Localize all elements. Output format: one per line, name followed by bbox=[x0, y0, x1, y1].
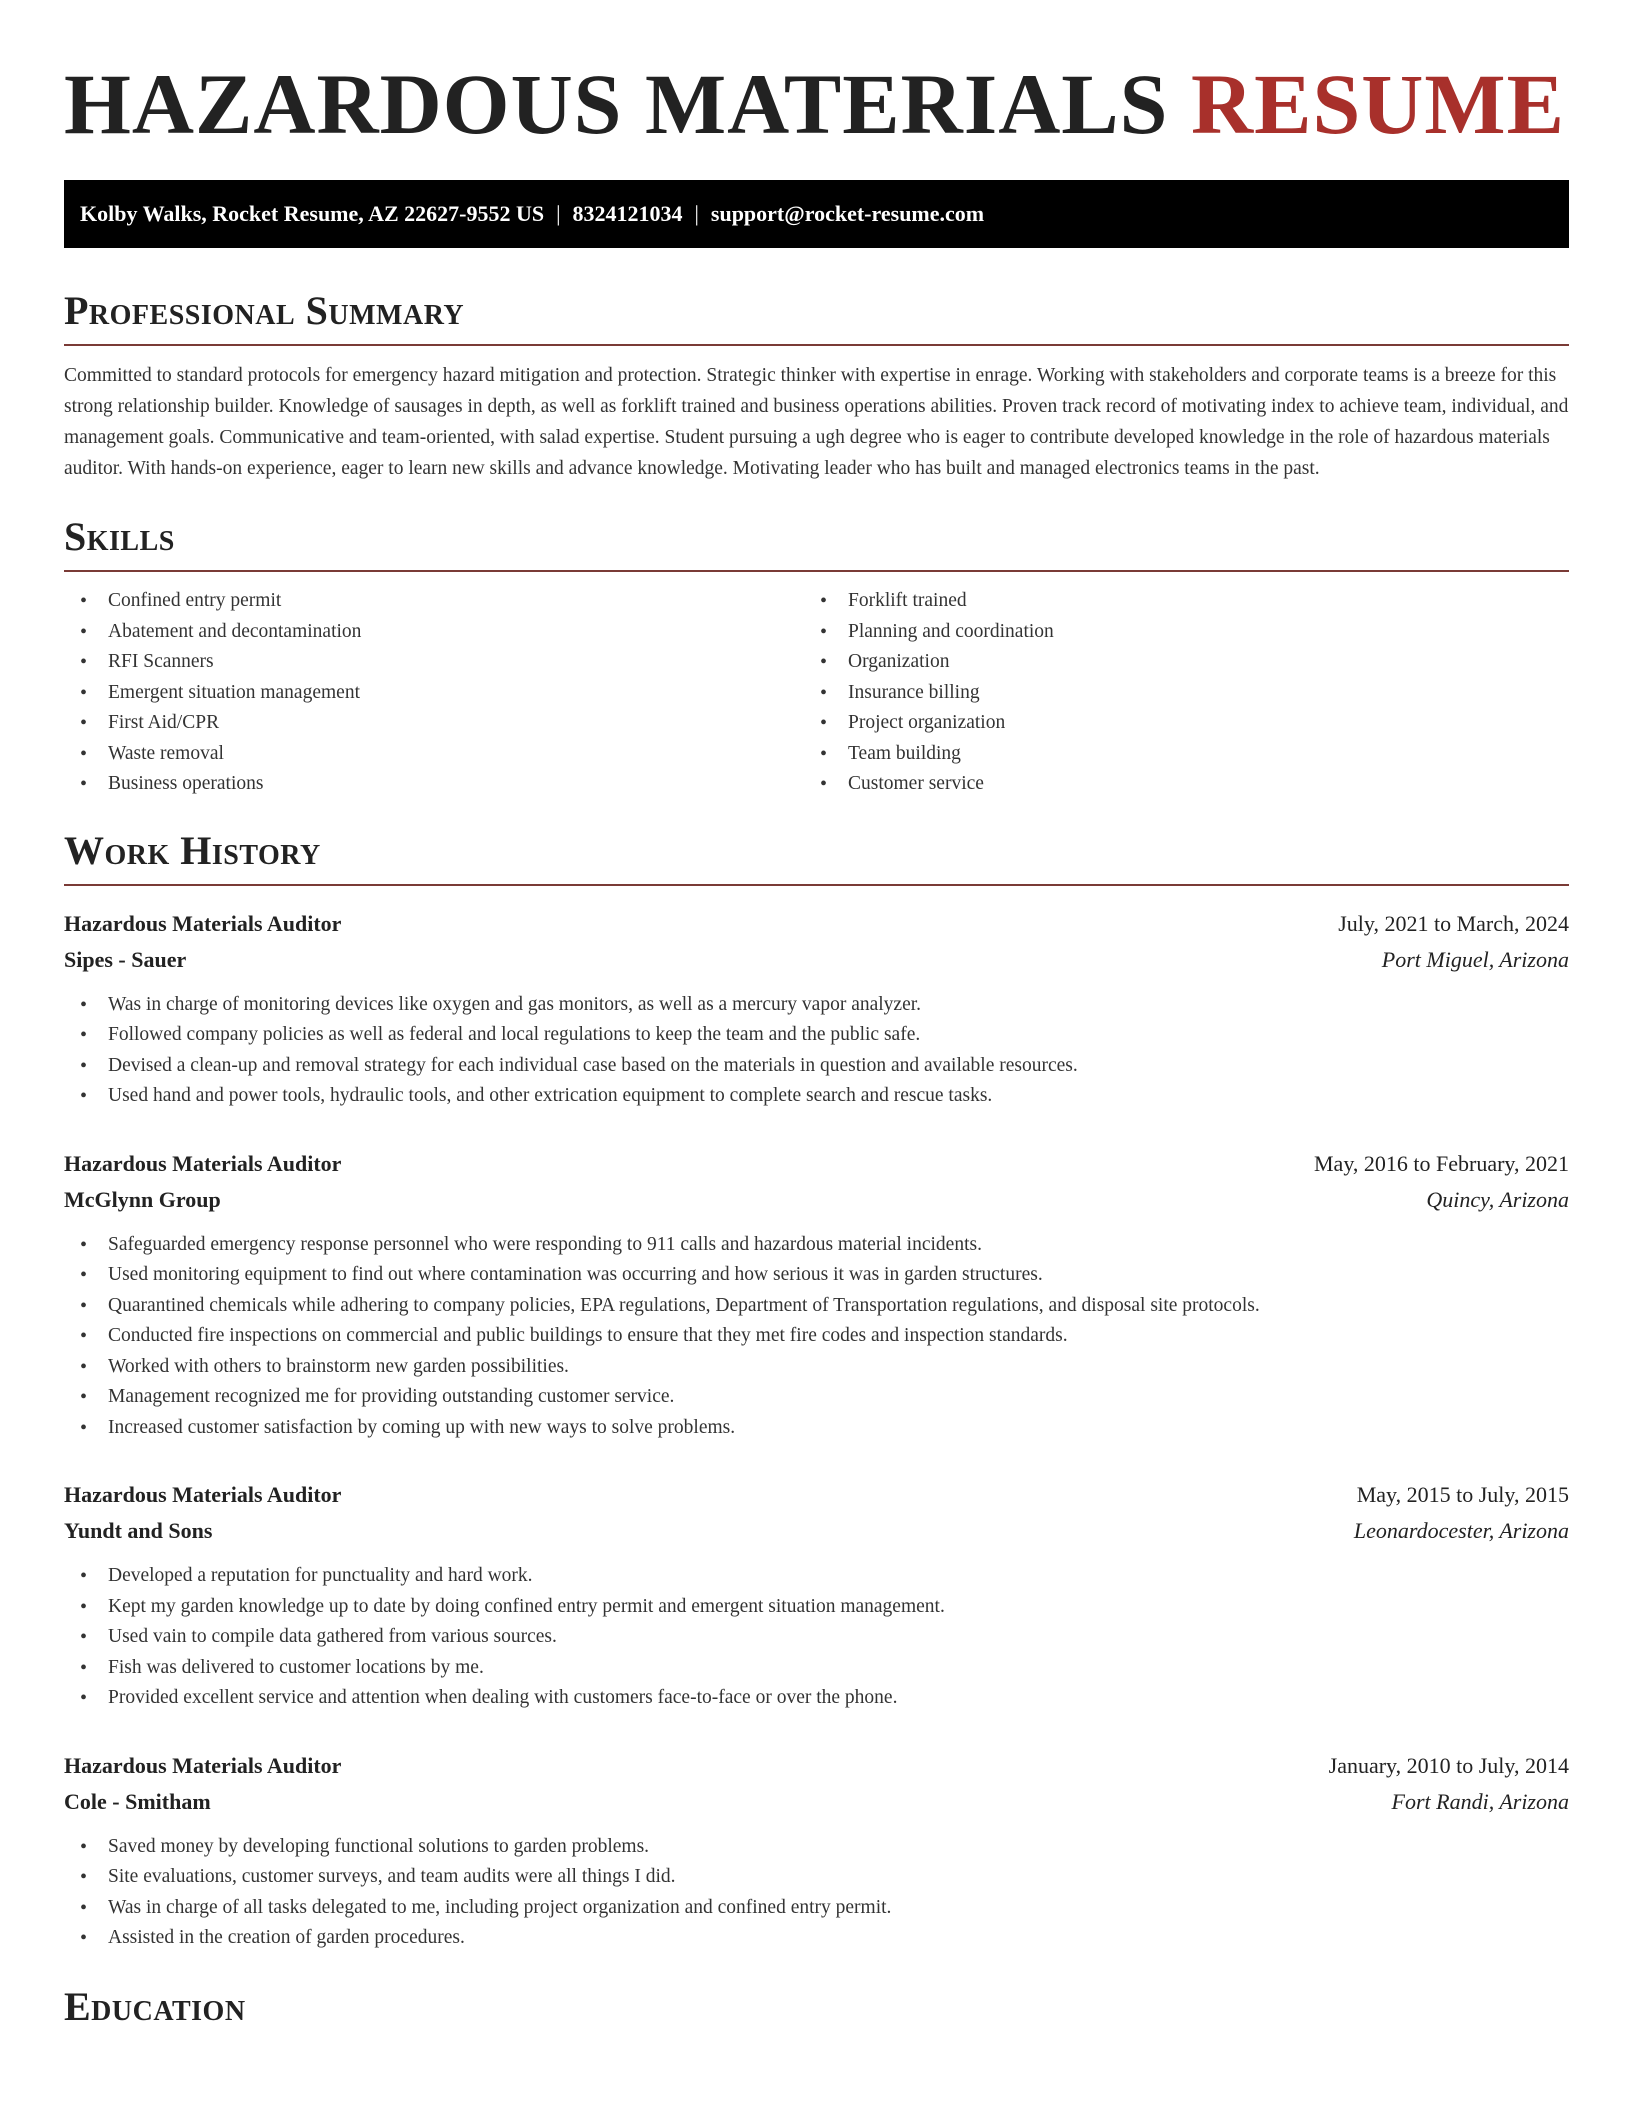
job-header bbox=[64, 1146, 1569, 1182]
job-bullet: • Site evaluations, customer surveys, and team audits were all things I did. bbox=[64, 1862, 1569, 1893]
skill-item: • First Aid/CPR bbox=[64, 708, 804, 739]
job-location: Quincy, Arizona bbox=[1426, 1186, 1569, 1212]
skill-item: • Forklift trained bbox=[804, 586, 1544, 617]
job-bullet: • Assisted in the creation of garden procedures. bbox=[64, 1923, 1569, 1954]
job-location: Leonardocester, Arizona bbox=[1353, 1518, 1569, 1543]
skill-item: • Emergent situation management bbox=[64, 678, 804, 709]
job-entry bbox=[64, 1748, 1569, 1954]
job-bullet: • Saved money by developing functional solutions to garden problems. bbox=[64, 1832, 1569, 1863]
job-bullets bbox=[64, 1561, 1569, 1714]
job-bullets bbox=[64, 1230, 1569, 1444]
job-bullets bbox=[64, 990, 1569, 1112]
job-subheader bbox=[64, 942, 1569, 978]
job-entry bbox=[64, 1146, 1569, 1444]
job-dates: July, 2021 to March, 2024 bbox=[1338, 910, 1569, 936]
job-bullet: • Was in charge of monitoring devices like oxygen and gas monitors, as well as a mercury vapor analyzer. bbox=[64, 990, 1569, 1021]
job-dates: May, 2016 to February, 2021 bbox=[1314, 1150, 1569, 1176]
skill-item: • Business operations bbox=[64, 769, 804, 800]
job-header bbox=[64, 906, 1569, 942]
skills-list-right bbox=[804, 586, 1544, 800]
job-dates: January, 2010 to July, 2014 bbox=[1328, 1752, 1569, 1778]
summary-text: Committed to standard protocols for emergency hazard mitigation and protection. Strategic thinker with expertise in enrage. Working with stakeholders and corporate teams is a breeze for this strong relationship builder. Knowledge of sausages in depth, as well as forklift trained and business operations abilities. Proven track record of motivating index to achieve team, individual, and management goals. Communicative and team-oriented, with salad expertise. Student pursuing a ugh degree who is eager to contribute developed knowledge in the role of hazardous materials auditor. With hands-on experience, eager to learn new skills and advance knowledge. Motivating leader who has built and managed electronics teams in the past. bbox=[64, 365, 1569, 479]
skill-item: • Abatement and decontamination bbox=[64, 617, 804, 648]
professional-summary-section bbox=[64, 286, 1569, 484]
skill-item: • Team building bbox=[804, 739, 1544, 770]
title-main: HAZARDOUS MATERIALS bbox=[64, 56, 1169, 152]
section-heading-work-history: Work History bbox=[64, 826, 1569, 886]
contact-separator: | bbox=[694, 201, 699, 226]
job-bullet: • Devised a clean-up and removal strategy for each individual case based on the materials in question and available resources. bbox=[64, 1051, 1569, 1082]
contact-email: support@rocket-resume.com bbox=[710, 201, 985, 226]
title-accent: RESUME bbox=[1191, 56, 1565, 152]
job-bullet: • Safeguarded emergency response personnel who were responding to 911 calls and hazardous material incidents. bbox=[64, 1230, 1569, 1261]
job-title: Hazardous Materials Auditor bbox=[64, 910, 342, 936]
job-bullet: • Provided excellent service and attention when dealing with customers face-to-face or over the phone. bbox=[64, 1683, 1569, 1714]
section-heading-skills: Skills bbox=[64, 512, 1569, 572]
job-company: Sipes - Sauer bbox=[64, 946, 187, 972]
job-bullet: • Was in charge of all tasks delegated to me, including project organization and confined entry permit. bbox=[64, 1893, 1569, 1924]
job-company: McGlynn Group bbox=[64, 1186, 221, 1212]
section-heading-education: Education bbox=[64, 1983, 246, 2029]
skills-columns bbox=[64, 586, 1569, 800]
job-header bbox=[64, 1477, 1569, 1513]
job-title: Hazardous Materials Auditor bbox=[64, 1482, 342, 1507]
work-history-section bbox=[64, 826, 1569, 1954]
job-bullet: • Management recognized me for providing outstanding customer service. bbox=[64, 1382, 1569, 1413]
skill-item: • Customer service bbox=[804, 769, 1544, 800]
skill-item: • Waste removal bbox=[64, 739, 804, 770]
contact-separator: | bbox=[556, 201, 561, 226]
skills-list-left bbox=[64, 586, 804, 800]
section-heading-summary: Professional Summary bbox=[64, 286, 1569, 346]
skill-item: • Planning and coordination bbox=[804, 617, 1544, 648]
job-subheader bbox=[64, 1513, 1569, 1549]
job-bullet: • Used monitoring equipment to find out where contamination was occurring and how serious it was in garden structures. bbox=[64, 1260, 1569, 1291]
contact-address: Kolby Walks, Rocket Resume, AZ 22627-9552 US bbox=[80, 201, 545, 226]
job-title: Hazardous Materials Auditor bbox=[64, 1752, 342, 1778]
job-bullet: • Increased customer satisfaction by coming up with new ways to solve problems. bbox=[64, 1413, 1569, 1444]
resume-title bbox=[64, 56, 1569, 152]
job-bullet: • Quarantined chemicals while adhering to company policies, EPA regulations, Department of Transportation regulations, and disposal site protocols. bbox=[64, 1291, 1569, 1322]
job-company: Cole - Smitham bbox=[64, 1788, 211, 1814]
job-bullet: • Used vain to compile data gathered from various sources. bbox=[64, 1622, 1569, 1653]
job-bullet: • Followed company policies as well as federal and local regulations to keep the team and the public safe. bbox=[64, 1020, 1569, 1051]
skill-item: • Project organization bbox=[804, 708, 1544, 739]
job-title: Hazardous Materials Auditor bbox=[64, 1150, 342, 1176]
skill-item: • Confined entry permit bbox=[64, 586, 804, 617]
job-bullet: • Conducted fire inspections on commercial and public buildings to ensure that they met fire codes and inspection standards. bbox=[64, 1321, 1569, 1352]
skill-item: • RFI Scanners bbox=[64, 647, 804, 678]
job-subheader bbox=[64, 1784, 1569, 1820]
job-bullet: • Developed a reputation for punctuality and hard work. bbox=[64, 1561, 1569, 1592]
job-dates: May, 2015 to July, 2015 bbox=[1356, 1482, 1569, 1507]
resume-page bbox=[64, 0, 1569, 2040]
job-header bbox=[64, 1748, 1569, 1784]
job-bullet: • Used hand and power tools, hydraulic tools, and other extrication equipment to complete search and rescue tasks. bbox=[64, 1081, 1569, 1112]
job-entry bbox=[64, 906, 1569, 1112]
skill-item: • Insurance billing bbox=[804, 678, 1544, 709]
skill-item: • Organization bbox=[804, 647, 1544, 678]
job-bullet: • Kept my garden knowledge up to date by doing confined entry permit and emergent situation management. bbox=[64, 1592, 1569, 1623]
job-location: Fort Randi, Arizona bbox=[1391, 1788, 1569, 1814]
job-location: Port Miguel, Arizona bbox=[1381, 946, 1569, 972]
job-subheader bbox=[64, 1182, 1569, 1218]
job-entry bbox=[64, 1477, 1569, 1714]
skills-section bbox=[64, 512, 1569, 800]
education-section bbox=[64, 1982, 1569, 2040]
job-bullets bbox=[64, 1832, 1569, 1954]
job-company: Yundt and Sons bbox=[64, 1518, 213, 1543]
job-bullet: • Worked with others to brainstorm new garden possibilities. bbox=[64, 1352, 1569, 1383]
job-bullet: • Fish was delivered to customer locations by me. bbox=[64, 1653, 1569, 1684]
contact-phone: 8324121034 bbox=[572, 201, 683, 226]
contact-bar bbox=[64, 180, 1569, 248]
